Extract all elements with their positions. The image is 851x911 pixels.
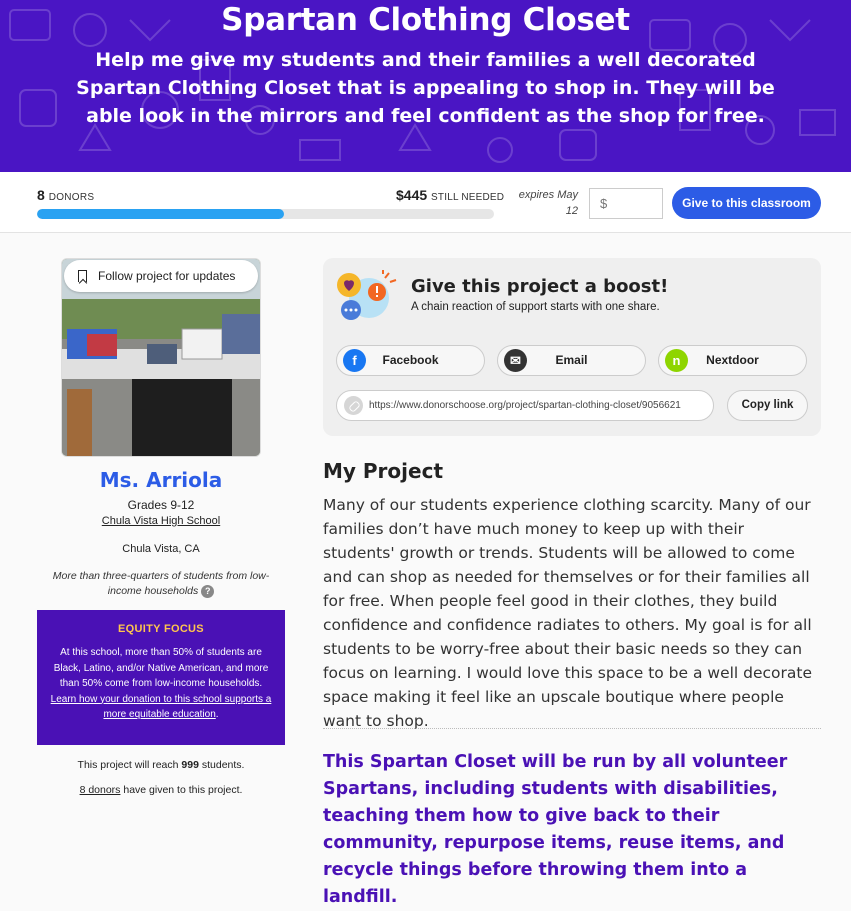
hero-banner [0,0,851,172]
students-reached: This project will reach 999 students. [77,759,245,771]
boost-subtitle: A chain reaction of support starts with one share. [411,301,660,313]
donation-amount-input[interactable] [589,188,663,219]
my-project-heading: My Project [323,459,443,483]
boost-title: Give this project a boost! [411,276,669,297]
follow-label: Follow project for updates [98,269,236,283]
facebook-icon: f [343,349,366,372]
amount-needed: $445 STILL NEEDED [396,187,505,203]
donors-link[interactable]: 8 donors [79,784,121,796]
project-highlight: This Spartan Closet will be run by all volunteer Spartans, including students with disabilities, teaching them how to give back to their community, repurpose items, reuse items, and recycle things before throwing them into a landfill. [323,752,788,907]
equity-focus-box [37,610,285,745]
project-description: Many of our students experience clothing scarcity. Many of our families don’t have much money to keep up with their students' growth or trends. Students will be allowed to come and can shop as needed for themselves or for their families all for free. When people feel good in their clothes, they build confidence and confidence radiates to others. My goal is for all students to be worry-free about their basic needs so they can focus on learning. I would love this space to be a well decorate space making it feel like an upscale boutique where people want to shop. [323,496,813,730]
school-name[interactable]: Chula Vista High School [101,515,221,527]
share-facebook-button[interactable]: f Facebook [336,345,485,376]
share-boost-panel [323,258,821,436]
equity-text: At this school, more than 50% of students are Black, Latino, and/or Native American, and more than 50% come from low-income households. Learn how your donation to this school supports a more equitable education. [50,647,272,720]
share-boost-icon [335,270,397,322]
email-icon: ✉ [504,349,527,372]
equity-learn-link[interactable]: Learn how your donation to this school supports a more equitable education [50,693,272,720]
expiration-date: expires May 12 [518,189,578,217]
funding-progress-bar [37,209,494,219]
funding-progress-fill [37,209,284,219]
section-divider [323,728,821,729]
give-to-classroom-button[interactable]: Give to this classroom [672,187,821,219]
link-icon [344,396,363,415]
nextdoor-icon: n [665,349,688,372]
equity-title: EQUITY FOCUS [118,623,204,635]
copy-link-button[interactable]: Copy link [727,390,808,421]
school-location: Chula Vista, CA [122,543,200,555]
project-summary: Help me give my students and their families a well decorated Spartan Clothing Closet that is appealing to shop in. They will be able look in the mirrors and feel confident as the shop for free. [76,49,775,127]
bookmark-icon [78,270,87,282]
grade-level: Grades 9-12 [127,498,195,512]
share-nextdoor-button[interactable]: n Nextdoor [658,345,807,376]
income-note: More than three-quarters of students from low-income households ? [52,570,270,597]
teacher-name[interactable]: Ms. Arriola [99,468,223,492]
project-link-field[interactable]: https://www.donorschoose.org/project/spartan-clothing-closet/9056621 [336,390,714,421]
page-title: Spartan Clothing Closet [221,2,630,38]
follow-project-button[interactable] [64,260,258,292]
donors-given: 8 donors have given to this project. [79,784,243,796]
share-email-button[interactable]: ✉ Email [497,345,646,376]
donor-count: 8 DONORS [37,187,95,203]
help-icon[interactable]: ? [201,585,214,598]
